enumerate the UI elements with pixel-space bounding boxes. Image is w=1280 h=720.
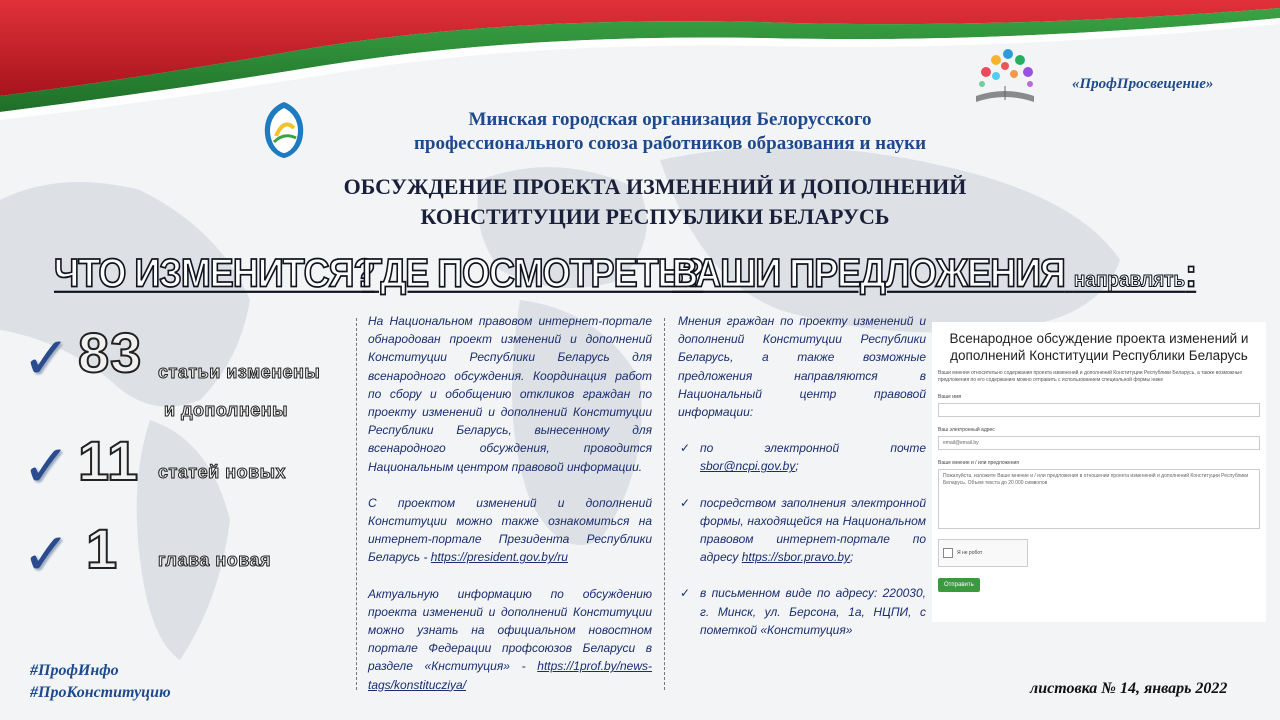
proposals-intro: Мнения граждан по проекту изменений и дополнений Конституции Республики Беларусь, а также возможные предложения направляются в Национальный центр правовой информации: xyxy=(678,314,926,420)
page-title-line-2: КОНСТИТУЦИИ РЕСПУБЛИКИ БЕЛАРУСЬ xyxy=(420,204,890,229)
stat-value: 11 xyxy=(78,429,140,492)
checkmark-icon: ✓ xyxy=(22,324,71,392)
proposals-column xyxy=(678,312,926,657)
heading-what-changes: ЧТО ИЗМЕНИТСЯ? xyxy=(54,250,375,296)
column-divider xyxy=(664,318,665,690)
where-paragraph-3 xyxy=(368,585,652,694)
proposal-item-mail xyxy=(678,584,926,639)
prof-education-logo-icon xyxy=(966,42,1044,110)
form-email-input[interactable]: email@email.by xyxy=(938,436,1260,450)
where-paragraph-1: На Национальном правовом интернет-портале обнародован проект изменений и дополнений Конституции Республики Беларусь для всенародного обсуждения. Координация работ по сбору и обобщению откликов граждан по проекту изменений и дополнений Конституции Республики Беларусь, вынесенному для всенародного обсуждения, проводится Национальным центром правовой информации. xyxy=(368,314,652,474)
fpb-portal-link[interactable]: https://1prof.by/news-tags/konstituczіya/ xyxy=(368,659,652,692)
captcha-widget[interactable] xyxy=(938,539,1028,567)
column-divider xyxy=(356,318,357,690)
hashtag-profinfo: #ПрофИнфо xyxy=(30,662,119,679)
stat-label: статьи изменены xyxy=(158,362,321,382)
proposal-item-text: по электронной почте xyxy=(700,441,926,456)
form-description: Ваши мнения относительно содержания проекта изменений и дополнений Конституции Республики Беларусь, а также возможные предложения по его содержанию можно отправить с использованием специальной формы ниже xyxy=(938,370,1243,383)
where-paragraph-3-text: Актуальную информацию по обсуждению проекта изменений и дополнений Конституции можно узнать на официальном новостном портале Федерации профсоюзов Беларуси в разделе «Кнституция» - xyxy=(368,586,652,674)
proposal-item-text: посредством заполнения электронной формы, находящейся на Национальном правовом интернет-портале по адресу xyxy=(700,495,926,565)
heading-proposals-small: направлять xyxy=(1073,268,1186,292)
form-title: Всенародное обсуждение проекта изменений и дополнений Конституции Республики Беларусь xyxy=(949,331,1249,363)
heading-proposals-main: ВАШИ ПРЕДЛОЖЕНИЯ xyxy=(672,250,1065,296)
proposal-item-end: ; xyxy=(850,550,854,565)
stat-label-second: и дополнены xyxy=(164,400,288,420)
heading-your-proposals xyxy=(672,250,1196,296)
proposal-item-text: в письменном виде по адресу: 220030, г. Минск, ул. Берсона, 1а, НЦПИ, с пометкой «Конституция» xyxy=(700,586,926,637)
hashtag-proconstitution: #ПроКонституцию xyxy=(30,684,171,701)
form-name-input[interactable] xyxy=(938,403,1260,417)
page-title-line-1: ОБСУЖДЕНИЕ ПРОЕКТА ИЗМЕНЕНИЙ И ДОПОЛНЕНИЙ xyxy=(343,174,967,199)
proposals-list xyxy=(678,439,926,639)
hashtags xyxy=(30,660,171,704)
captcha-label: Я не робот xyxy=(957,550,983,556)
proposal-item-email xyxy=(678,439,926,475)
stat-label: глава новая xyxy=(158,550,272,570)
form-text-label: Ваше мнение и / или предложения xyxy=(938,460,1020,466)
stat-label: статей новых xyxy=(158,462,287,482)
submit-button[interactable]: Отправить xyxy=(938,578,980,592)
union-logo-icon xyxy=(258,98,310,162)
check-bullet-icon: ✓ xyxy=(680,441,691,456)
checkmark-icon: ✓ xyxy=(22,520,71,588)
brand-name: «ПрофПросвещение» xyxy=(1072,76,1214,92)
where-paragraph-2-text: С проектом изменений и дополнений Конституции можно также ознакомиться на интернет-портале Президента Республики Беларусь - xyxy=(368,495,652,565)
form-email-label: Ваш электронный адрес xyxy=(938,427,995,433)
discussion-form-screenshot xyxy=(932,322,1266,622)
organization-line-1: Минская городская организация Белорусского xyxy=(468,109,872,130)
where-paragraph-2 xyxy=(368,494,652,567)
sbor-portal-link[interactable]: https://sbor.pravo.by xyxy=(741,550,851,565)
organization-name xyxy=(320,108,1020,156)
where-to-see-column xyxy=(368,312,652,712)
organization-line-2: профессионального союза работников образования и науки xyxy=(413,133,927,154)
belarus-flag-banner xyxy=(0,0,1280,120)
leaflet-footer: листовка № 14, январь 2022 xyxy=(1030,680,1228,697)
page-title xyxy=(240,172,1070,232)
president-portal-link[interactable]: https://president.gov.by/ru xyxy=(430,550,568,565)
proposal-item-form xyxy=(678,494,926,567)
heading-where-to-see: ГДЕ ПОСМОТРЕТЬ? xyxy=(362,250,704,296)
check-bullet-icon: ✓ xyxy=(680,495,691,510)
proposal-item-end: ; xyxy=(795,459,799,474)
form-text-area[interactable]: Пожалуйста, изложите Ваше мнение и / или предложения в отношении проекта изменений и дополнений Конституции Республики Беларусь. Объем текста до 20 000 символов xyxy=(938,469,1260,529)
heading-proposals-colon: : xyxy=(1185,250,1197,296)
stat-value: 83 xyxy=(78,321,143,384)
stat-value: 1 xyxy=(86,517,119,580)
check-bullet-icon: ✓ xyxy=(680,586,691,601)
email-link[interactable]: sbor@ncpi.gov.by xyxy=(700,459,796,474)
captcha-checkbox[interactable] xyxy=(943,548,953,558)
checkmark-icon: ✓ xyxy=(22,432,71,500)
form-name-label: Ваше имя xyxy=(938,394,962,400)
